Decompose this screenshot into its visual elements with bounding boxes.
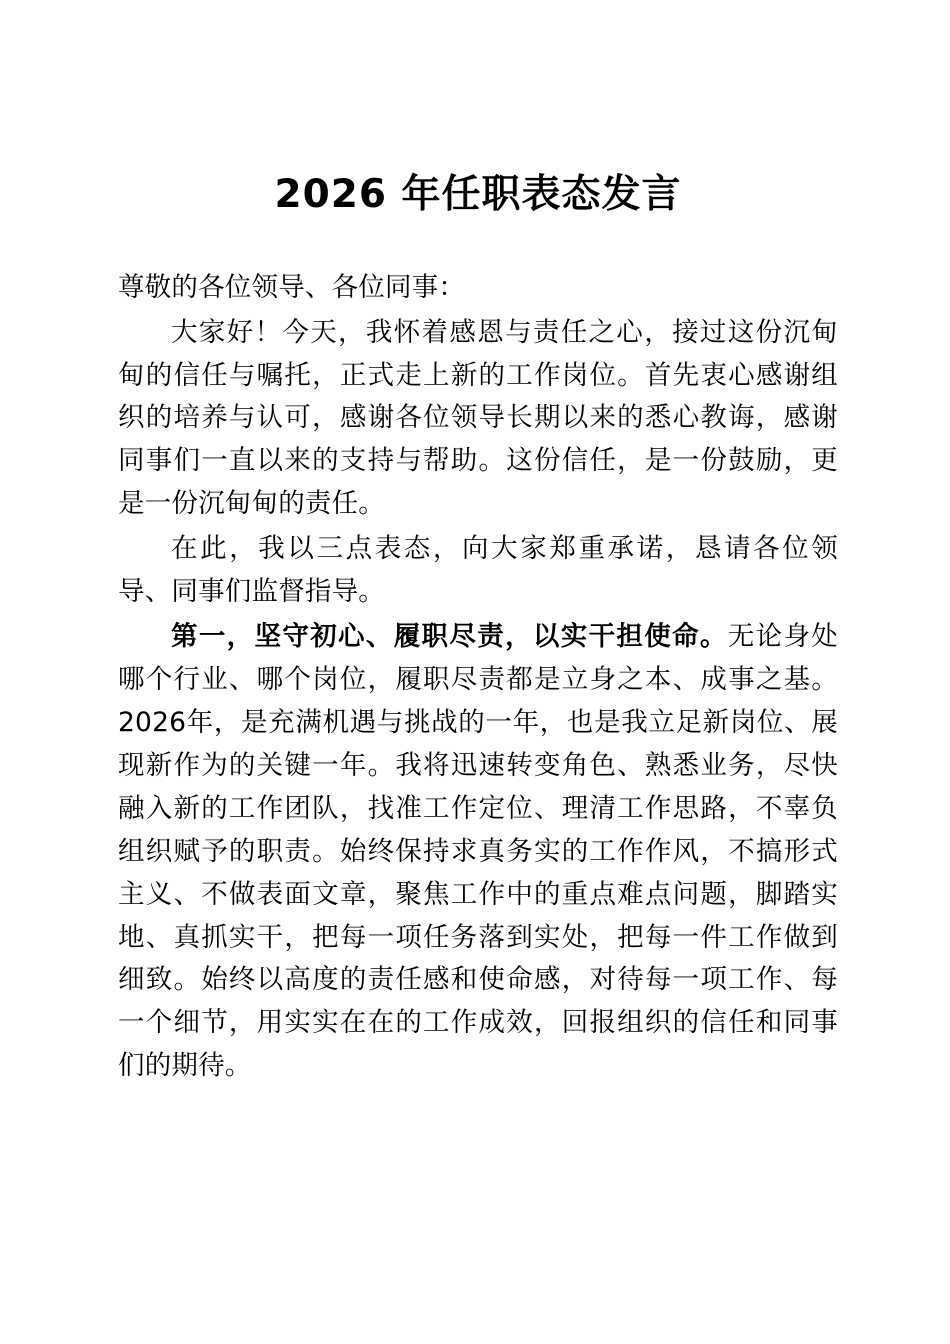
page-title: 2026 年任职表态发言 <box>274 172 682 217</box>
paragraph-salutation <box>118 267 838 310</box>
paragraph-point-one <box>118 616 838 1088</box>
text-run: 大家好！今天，我怀着感恩与责任之心，接过这份沉甸甸的信任与嘱托，正式走上新的工作岗位。首先衷心感谢组织的培养与认可，感谢各位领导长期以来的悉心教诲，感谢同事们一直以来的支持与帮助。这份信任，是一份鼓励，更是一份沉甸甸的责任。 <box>118 316 838 520</box>
paragraph-pledge-intro <box>118 528 838 614</box>
paragraph-opening <box>118 312 838 527</box>
document-body <box>118 267 838 1089</box>
text-run: 尊敬的各位领导、各位同事： <box>118 271 466 303</box>
text-run-bold-lead: 第一，坚守初心、履职尽责，以实干担使命。 <box>171 621 728 653</box>
text-run: 在此，我以三点表态，向大家郑重承诺，恳请各位领导、同事们监督指导。 <box>118 533 838 608</box>
text-run: 无论身处哪个行业、哪个岗位，履职尽责都是立身之本、成事之基。2026年，是充满机遇与挑战的一年，也是我立足新岗位、展现新作为的关键一年。我将迅速转变角色、熟悉业务，尽快融入新的工作团队，找准工作定位、理清工作思路，不辜负组织赋予的职责。始终保持求真务实的工作作风，不搞形式主义、不做表面文章，聚焦工作中的重点难点问题，脚踏实地、真抓实干，把每一项任务落到实处，把每一件工作做到细致。始终以高度的责任感和使命感，对待每一项工作、每一个细节，用实实在在的工作成效，回报组织的信任和同事们的期待。 <box>118 621 838 1082</box>
